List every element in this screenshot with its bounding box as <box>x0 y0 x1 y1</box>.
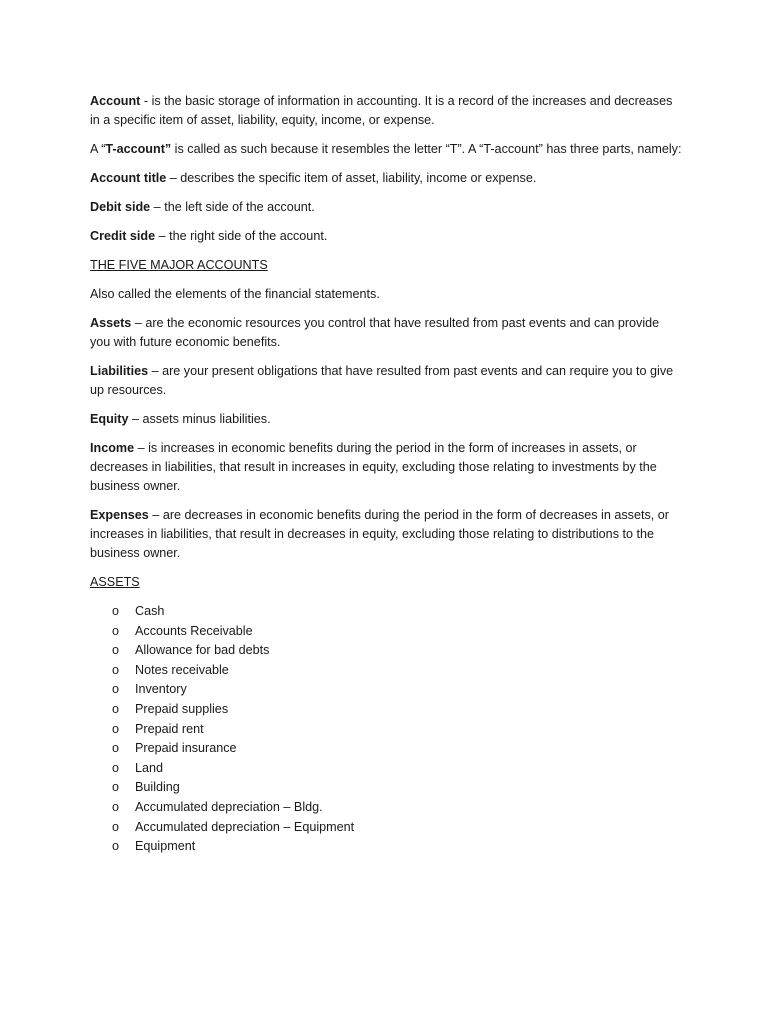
bullet-marker: o <box>112 780 120 795</box>
bullet-marker: o <box>112 643 120 658</box>
list-item-label: Prepaid supplies <box>135 701 229 716</box>
expenses-term: Expenses <box>90 508 149 522</box>
equity-term: Equity <box>90 412 129 426</box>
liabilities-term: Liabilities <box>90 364 149 378</box>
list-item <box>112 837 682 857</box>
account-title-term: Account title <box>90 171 167 185</box>
debit-side-text: – the left side of the account. <box>150 200 315 214</box>
credit-side-term: Credit side <box>90 229 156 243</box>
bullet-marker: o <box>112 604 120 618</box>
bullet-marker: o <box>112 662 120 677</box>
t-account-term: T-account” <box>105 142 172 156</box>
assets-definition <box>90 314 682 352</box>
bullet-marker: o <box>112 623 120 638</box>
credit-side-text: – the right side of the account. <box>155 229 328 243</box>
list-item <box>112 798 682 818</box>
t-account-prefix: A “ <box>90 142 106 156</box>
expenses-text: – are decreases in economic benefits during the period in the form of decreases in assets, or increases in liabilities, that result in decreases in equity, excluding those relating to distributions to the business owner. <box>90 508 669 560</box>
bullet-marker: o <box>112 741 120 756</box>
liabilities-definition <box>90 362 682 400</box>
expenses-definition <box>90 506 682 563</box>
list-item <box>112 700 682 720</box>
bullet-marker: o <box>112 839 120 854</box>
account-definition <box>90 92 682 130</box>
bullet-marker: o <box>112 682 120 697</box>
credit-side-definition <box>90 227 682 246</box>
five-major-accounts-heading: THE FIVE MAJOR ACCOUNTS <box>90 258 268 272</box>
bullet-marker: o <box>112 760 120 775</box>
bullet-marker: o <box>112 701 120 716</box>
list-item <box>112 818 682 838</box>
list-item <box>112 739 682 759</box>
debit-side-definition <box>90 198 682 217</box>
five-major-intro: Also called the elements of the financial statements. <box>90 287 380 301</box>
income-text: – is increases in economic benefits during the period in the form of increases in assets, or decreases in liabilities, that result in increases in equity, excluding those relating to investments by the business owner. <box>90 441 657 493</box>
list-item-label: Equipment <box>135 839 196 854</box>
equity-definition <box>90 410 682 429</box>
list-item-label: Accumulated depreciation – Bldg. <box>135 799 323 814</box>
account-term: Account <box>90 94 141 108</box>
list-item <box>112 759 682 779</box>
assets-term: Assets <box>90 316 132 330</box>
account-title-text: – describes the specific item of asset, liability, income or expense. <box>166 171 537 185</box>
list-item-label: Accounts Receivable <box>135 623 253 638</box>
bullet-marker: o <box>112 799 120 814</box>
list-item-label: Prepaid insurance <box>135 741 237 756</box>
income-term: Income <box>90 441 135 455</box>
bullet-marker: o <box>112 721 120 736</box>
list-item-label: Prepaid rent <box>135 721 204 736</box>
list-item <box>112 641 682 661</box>
account-title-definition <box>90 169 682 188</box>
t-account-definition <box>90 140 682 159</box>
list-item-label: Notes receivable <box>135 662 229 677</box>
t-account-text: is called as such because it resembles the letter “T”. A “T-account” has three parts, namely: <box>171 142 682 156</box>
debit-side-term: Debit side <box>90 200 151 214</box>
liabilities-text: – are your present obligations that have resulted from past events and can require you to give up resources. <box>90 364 674 397</box>
assets-text: – are the economic resources you control that have resulted from past events and can provide you with future economic benefits. <box>90 316 660 349</box>
list-item <box>112 778 682 798</box>
list-item-label: Allowance for bad debts <box>135 643 270 658</box>
list-item-label: Building <box>135 780 180 795</box>
list-item <box>112 661 682 681</box>
account-text: - is the basic storage of information in accounting. It is a record of the increases and decreases in a specific item of asset, liability, equity, income, or expense. <box>90 94 673 127</box>
bullet-marker: o <box>112 819 120 834</box>
list-item <box>112 602 682 622</box>
income-definition <box>90 439 682 496</box>
list-item-label: Land <box>135 760 164 775</box>
equity-text: – assets minus liabilities. <box>128 412 271 426</box>
list-item-label: Cash <box>135 604 165 618</box>
list-item <box>112 720 682 740</box>
assets-heading: ASSETS <box>90 575 140 589</box>
list-item-label: Inventory <box>135 682 187 697</box>
list-item <box>112 680 682 700</box>
list-item <box>112 622 682 642</box>
list-item-label: Accumulated depreciation – Equipment <box>135 819 355 834</box>
assets-list <box>90 602 682 857</box>
